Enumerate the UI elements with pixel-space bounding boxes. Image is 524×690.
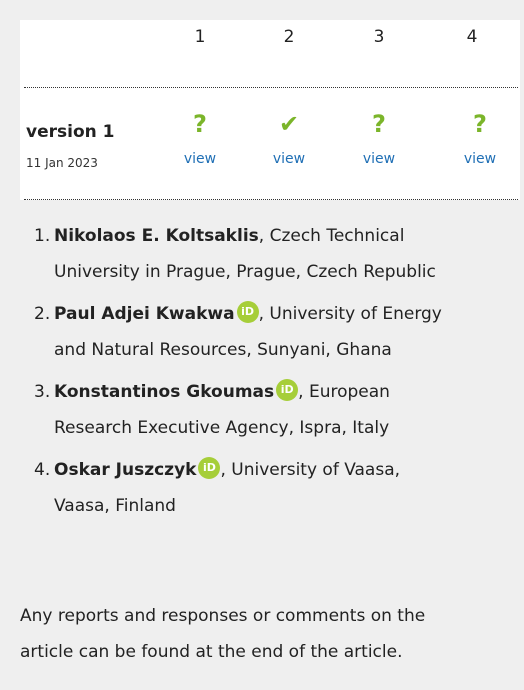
question-icon: ?	[473, 110, 487, 138]
author-number: 3.	[34, 382, 51, 402]
author-number: 1.	[34, 226, 51, 246]
version-title: version 1	[26, 122, 115, 142]
view-report-link-3[interactable]: view	[362, 151, 396, 167]
author-affiliation: , University of Energy	[258, 304, 442, 324]
view-report-link-1[interactable]: view	[183, 151, 217, 167]
author-affiliation-cont: and Natural Resources, Sunyani, Ghana	[54, 340, 392, 360]
author-affiliation: , Czech Technical	[258, 226, 405, 246]
author-list	[34, 218, 512, 530]
author-name: Konstantinos Gkoumas	[54, 382, 275, 402]
author-affiliation: , European	[298, 382, 390, 402]
author-item	[34, 374, 512, 446]
version-date: 11 Jan 2023	[26, 156, 98, 170]
reviewer-column-1: 1	[194, 27, 206, 47]
author-item	[34, 452, 512, 524]
author-number: 2.	[34, 304, 51, 324]
reviewer-column-2: 2	[283, 27, 295, 47]
table-divider-bottom	[24, 199, 518, 200]
orcid-icon[interactable]: iD	[198, 457, 220, 479]
reports-note-line-1: Any reports and responses or comments on the	[20, 606, 426, 626]
author-item	[34, 218, 512, 290]
reviewer-column-4: 4	[466, 27, 478, 47]
orcid-icon[interactable]: iD	[276, 379, 298, 401]
view-report-link-4[interactable]: view	[463, 151, 497, 167]
author-affiliation-cont: Research Executive Agency, Ispra, Italy	[54, 418, 390, 438]
author-number: 4.	[34, 460, 51, 480]
question-icon: ?	[193, 110, 207, 138]
table-divider-top	[24, 87, 518, 88]
author-affiliation: , University of Vaasa,	[220, 460, 401, 480]
view-report-link-2[interactable]: view	[272, 151, 306, 167]
reviewer-column-3: 3	[373, 27, 385, 47]
question-icon: ?	[372, 110, 386, 138]
author-name: Oskar Juszczyk	[54, 460, 197, 480]
author-affiliation-cont: University in Prague, Prague, Czech Republic	[54, 262, 436, 282]
reports-note-line-2: article can be found at the end of the article.	[20, 642, 403, 662]
author-name: Nikolaos E. Koltsaklis	[54, 226, 259, 246]
checkmark-icon: ✔	[278, 110, 300, 138]
author-affiliation-cont: Vaasa, Finland	[54, 496, 176, 516]
author-item	[34, 296, 512, 368]
orcid-icon[interactable]: iD	[237, 301, 259, 323]
reports-note	[20, 598, 515, 670]
author-name: Paul Adjei Kwakwa	[54, 304, 235, 324]
